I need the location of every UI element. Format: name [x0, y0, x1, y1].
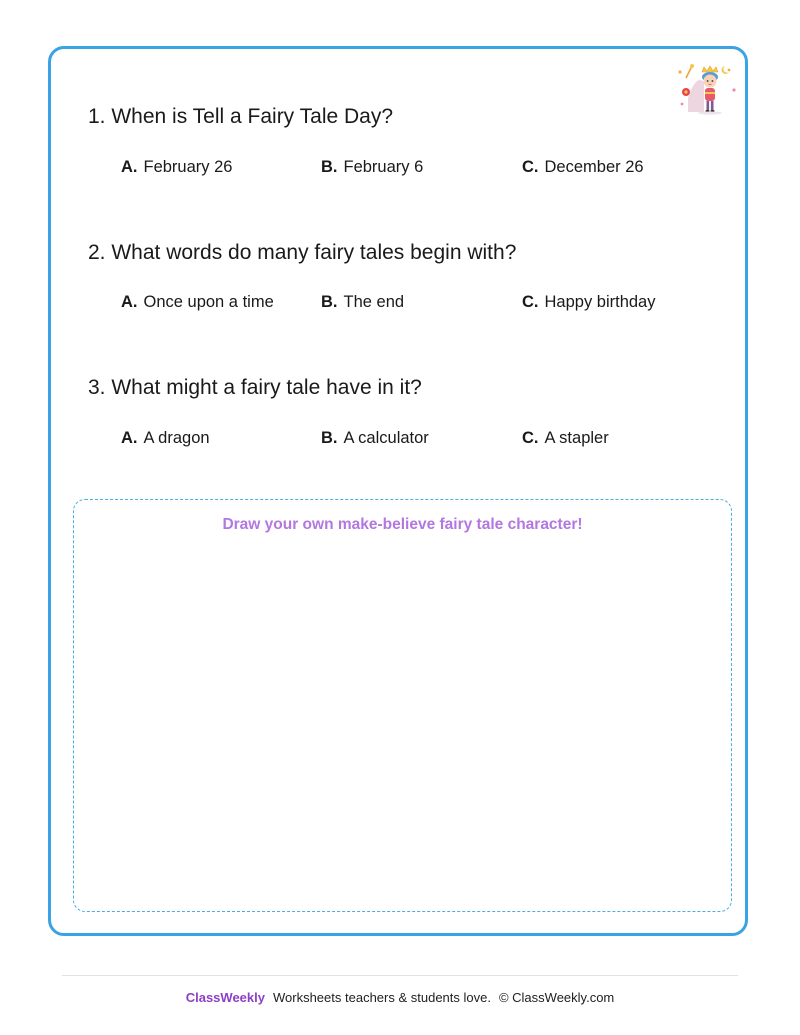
option-letter: C. — [522, 293, 539, 311]
answer-options — [88, 291, 728, 315]
question-text: 1. When is Tell a Fairy Tale Day? — [88, 105, 394, 128]
option-b[interactable] — [321, 427, 429, 449]
option-a[interactable] — [121, 156, 232, 178]
footer — [0, 990, 800, 1005]
question-text: 2. What words do many fairy tales begin with? — [88, 241, 517, 264]
option-c[interactable] — [522, 291, 655, 313]
option-text: February 26 — [143, 158, 233, 176]
option-text: The end — [343, 293, 405, 311]
question-2 — [88, 239, 728, 315]
option-text: A dragon — [143, 429, 210, 447]
option-b[interactable] — [321, 156, 423, 178]
option-text: Happy birthday — [544, 293, 656, 311]
question-3 — [88, 374, 728, 451]
drawing-area[interactable] — [73, 499, 732, 912]
footer-brand: ClassWeekly — [185, 990, 265, 1005]
option-text: February 6 — [343, 158, 424, 176]
option-text: A calculator — [343, 429, 429, 447]
answer-options — [88, 156, 728, 180]
option-c[interactable] — [522, 156, 644, 178]
option-text: December 26 — [544, 158, 644, 176]
option-a[interactable] — [121, 427, 210, 449]
option-c[interactable] — [522, 427, 609, 449]
option-letter: B. — [321, 429, 338, 447]
question-1 — [88, 103, 728, 180]
footer-divider — [62, 975, 738, 976]
option-text: A stapler — [544, 429, 609, 447]
option-letter: B. — [321, 293, 338, 311]
option-letter: C. — [522, 429, 539, 447]
option-letter: C. — [522, 158, 539, 176]
footer-copyright: © ClassWeekly.com — [498, 990, 615, 1005]
answer-options — [88, 427, 728, 451]
option-letter: B. — [321, 158, 338, 176]
option-letter: A. — [121, 158, 138, 176]
option-b[interactable] — [321, 291, 404, 313]
option-text: Once upon a time — [143, 293, 274, 311]
question-text: 3. What might a fairy tale have in it? — [88, 376, 422, 399]
option-letter: A. — [121, 293, 138, 311]
option-a[interactable] — [121, 291, 274, 313]
footer-tagline: Worksheets teachers & students love. — [272, 990, 491, 1005]
drawing-prompt: Draw your own make-believe fairy tale character! — [222, 516, 583, 533]
option-letter: A. — [121, 429, 138, 447]
